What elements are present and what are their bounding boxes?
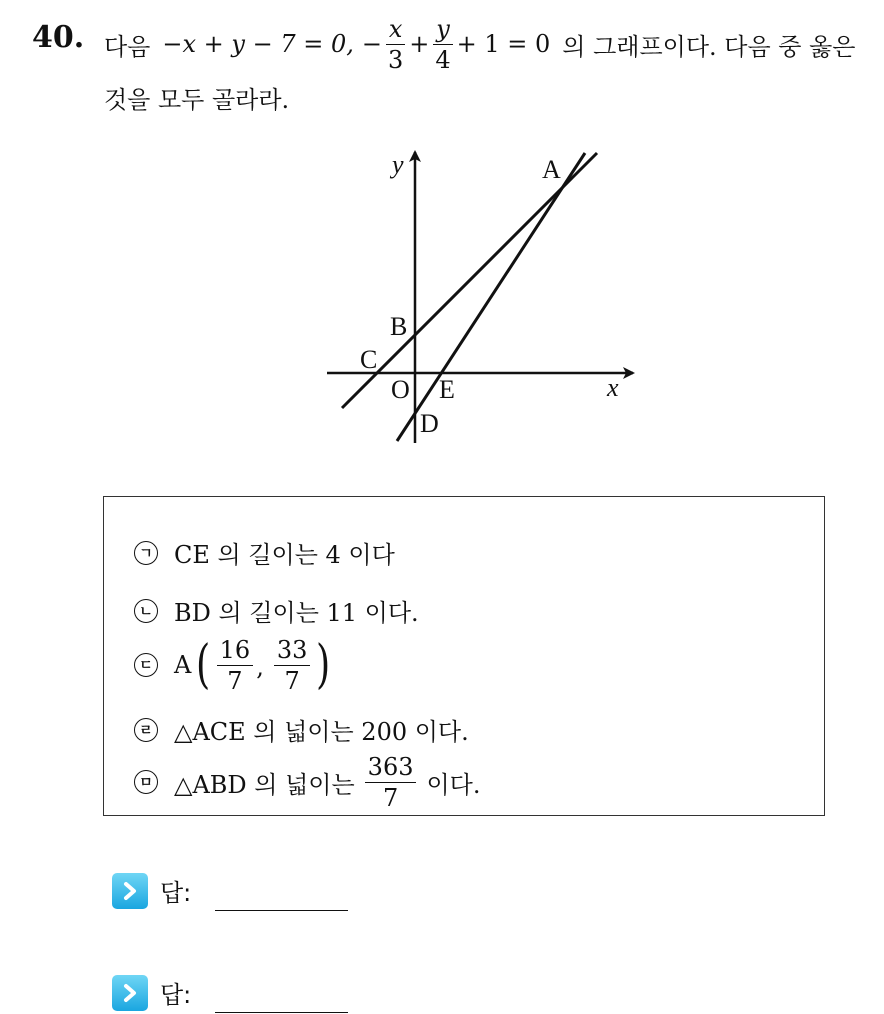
fraction-numerator: 33	[274, 638, 311, 666]
choice-text: CE 의 길이는 4 이다	[174, 541, 395, 569]
choice-prefix: A	[174, 651, 192, 679]
answer-label: 답:	[160, 981, 192, 1009]
comma: ,	[256, 653, 264, 681]
equation-2-plus: +	[409, 30, 430, 58]
equation-2-fraction-x	[385, 14, 406, 74]
choice-2	[134, 593, 419, 628]
answer-row-2	[112, 972, 348, 1013]
question-line-2: 것을 모두 골라라.	[104, 86, 290, 114]
choice-text: BD 의 길이는 11 이다.	[174, 599, 419, 627]
y-axis-label: y	[392, 150, 404, 179]
answer-label: 답:	[160, 879, 192, 907]
line-through-a-d-e	[397, 153, 585, 441]
choice-suffix: 이다.	[426, 770, 481, 799]
point-e-label: E	[439, 375, 455, 404]
question-intro: 다음	[104, 32, 151, 61]
equation-2-tail: + 1 = 0	[456, 30, 551, 58]
origin-label: O	[391, 375, 410, 404]
fraction-numerator: 16	[217, 638, 254, 666]
point-d-label: D	[420, 409, 439, 438]
choice-marker: ㄱ	[134, 541, 158, 565]
right-paren: )	[316, 635, 331, 695]
choice-5	[134, 753, 480, 811]
choices-box	[103, 496, 825, 816]
area-fraction	[365, 752, 417, 812]
choice-prefix: △ABD 의 넓이는	[174, 770, 355, 799]
choice-3	[134, 637, 334, 693]
x-axis-label: x	[607, 373, 619, 402]
answer-input-line[interactable]	[215, 1012, 348, 1013]
answer-input-line[interactable]	[215, 910, 348, 911]
fraction-numerator: x	[386, 17, 406, 45]
fraction-denominator: 4	[435, 45, 451, 74]
equation-2-fraction-y	[432, 14, 453, 74]
left-paren: (	[196, 635, 211, 695]
answer-row-1	[112, 870, 348, 911]
fraction-denominator: 7	[382, 783, 399, 812]
question-text-after: 의 그래프이다. 다음 중 옳은	[562, 32, 856, 61]
point-c-label: C	[360, 345, 378, 374]
choice-text: △ACE 의 넓이는 200 이다.	[174, 718, 469, 746]
equation-2-sign: −	[361, 30, 382, 58]
fraction-numerator: y	[433, 17, 453, 45]
point-b-label: B	[390, 312, 408, 341]
choice-marker: ㄹ	[134, 718, 158, 742]
choice-marker: ㅁ	[134, 770, 158, 794]
fraction-denominator: 3	[387, 45, 404, 74]
choice-marker: ㄷ	[134, 653, 158, 677]
choice-1	[134, 535, 395, 570]
point-a-label: A	[542, 155, 561, 184]
fraction-denominator: 7	[284, 666, 300, 695]
coordinate-graph	[320, 140, 650, 450]
question-line-1	[104, 16, 855, 72]
choice-4	[134, 712, 469, 747]
chevron-right-icon	[112, 873, 148, 909]
equation-1: −x + y − 7 = 0,	[162, 30, 354, 58]
choice-marker: ㄴ	[134, 599, 158, 623]
fraction-denominator: 7	[227, 666, 243, 695]
question-number: 40.	[32, 20, 85, 55]
fraction-numerator: 363	[365, 755, 417, 783]
coordinate-y-fraction	[274, 635, 311, 695]
coordinate-x-fraction	[217, 635, 254, 695]
chevron-right-icon	[112, 975, 148, 1011]
